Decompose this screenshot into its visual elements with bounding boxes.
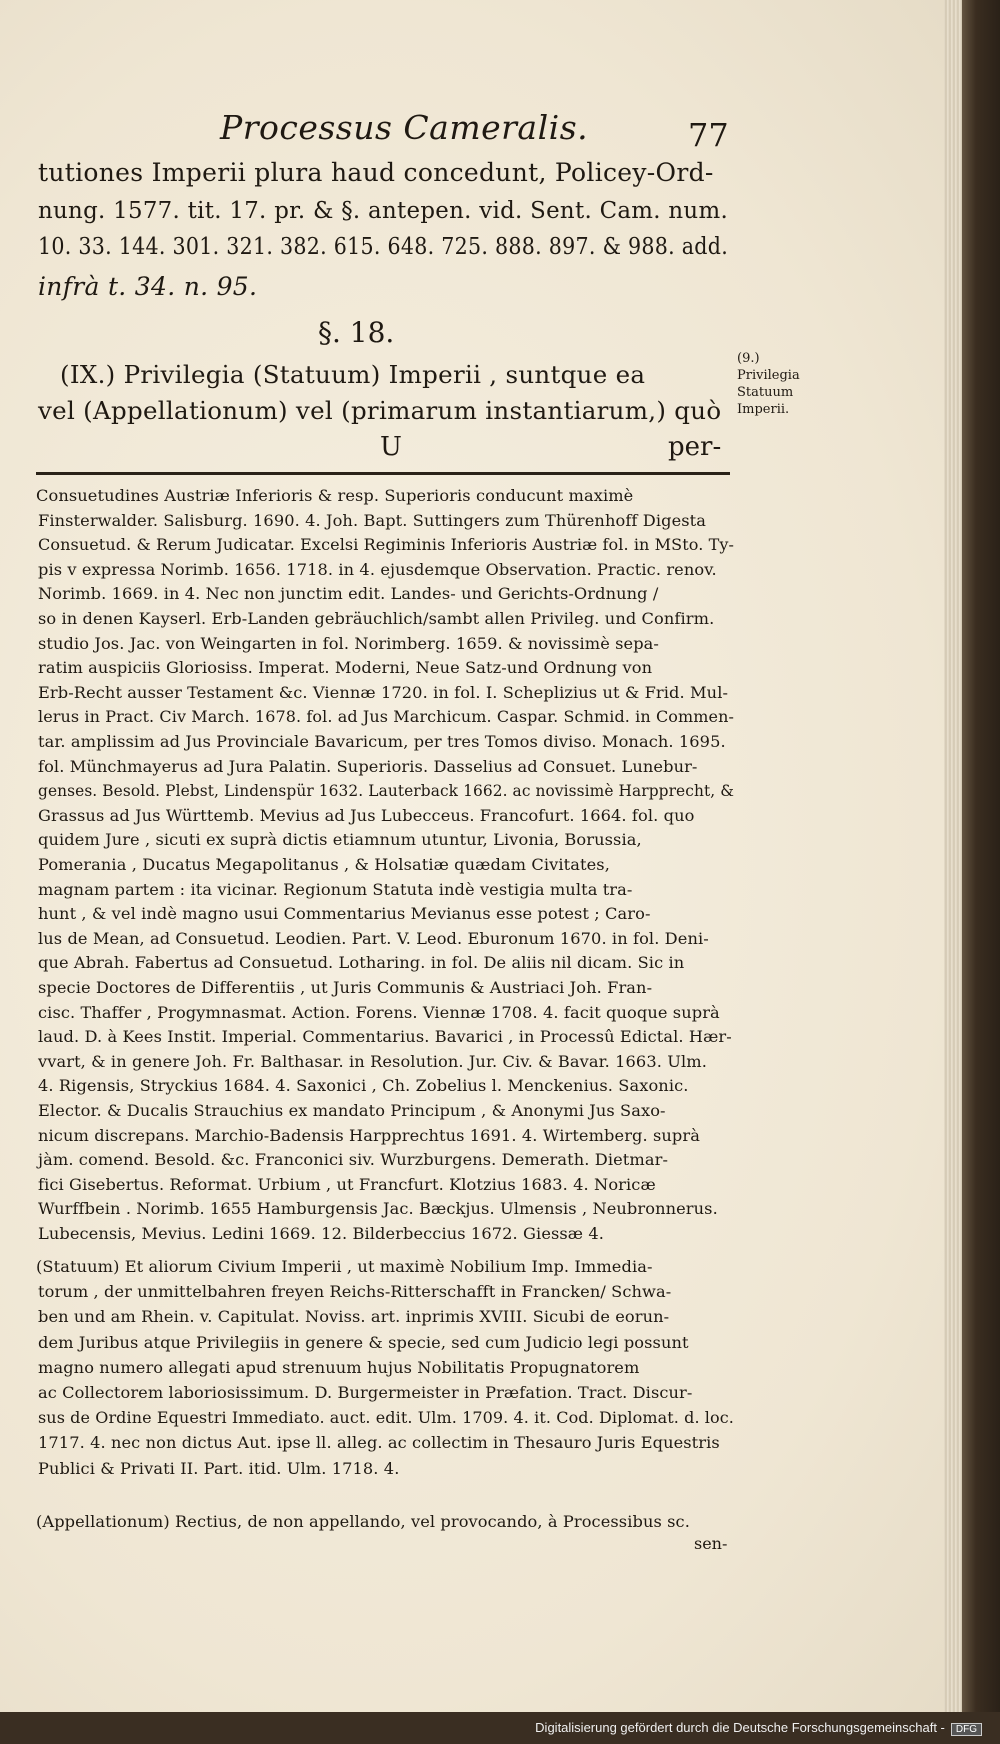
footnote-line: ac Collectorem laboriosissimum. D. Burgermeister in Præfation. Tract. Discur- [38,1383,693,1402]
footnote-line: magnam partem : ita vicinar. Regionum Statuta indè vestigia multa tra- [38,879,633,899]
footnote-line: 1717. 4. nec non dictus Aut. ipse ll. alleg. ac collectim in Thesauro Juris Equestris [38,1433,720,1453]
footnote-line: Publici & Privati II. Part. itid. Ulm. 1718. 4. [38,1458,400,1478]
footnote-line: Elector. & Ducalis Strauchius ex mandato Principum , & Anonymi Jus Saxo- [38,1101,666,1120]
text-line: infrà t. 34. n. 95. [38,272,258,301]
footnote-line: ben und am Rhein. v. Capitulat. Noviss. art. inprimis XVIII. Sicubi de eorun- [38,1307,670,1327]
footnote-line: Pomerania , Ducatus Megapolitanus , & Holsatiæ quædam Civitates, [38,855,610,874]
digitization-footer [0,1712,1000,1744]
footnote-line: laud. D. à Kees Instit. Imperial. Commentarius. Bavarici , in Processû Edictal. Hær- [38,1027,732,1047]
footnote-line: Erb-Recht ausser Testament &c. Viennæ 1720. in fol. I. Scheplizius ut & Frid. Mul- [38,682,729,702]
text-line: vel (Appellationum) vel (primarum instantiarum,) quò [38,396,722,425]
page-number: 77 [688,116,729,154]
footnote-line: fici Gisebertus. Reformat. Urbium , ut Francfurt. Klotzius 1683. 4. Noricæ [38,1174,656,1194]
footnote-line: nicum discrepans. Marchio-Badensis Harpprechtus 1691. 4. Wirtemberg. suprà [38,1125,700,1145]
footnote-line: (Appellationum) Rectius, de non appellando, vel provocando, à Processibus sc. [36,1512,690,1531]
footnote-line: tar. amplissim ad Jus Provinciale Bavaricum, per tres Tomos diviso. Monach. 1695. [38,732,726,751]
book-spine [960,0,1000,1744]
footnote-line: que Abrah. Fabertus ad Consuetud. Lotharing. in fol. De aliis nil dicam. Sic in [38,953,685,973]
signature-mark: U [380,432,402,462]
footnote-line: lus de Mean, ad Consuetud. Leodien. Part. V. Leod. Eburonum 1670. in fol. Deni- [38,928,709,948]
footnote-line: genses. Besold. Plebst, Lindenspür 1632. Lauterback 1662. ac novissimè Harpprecht, & [38,781,734,801]
footnote-line: fol. Münchmayerus ad Jura Palatin. Superioris. Dasselius ad Consuet. Lunebur- [38,756,698,776]
footnote-line: Wurffbein . Norimb. 1655 Hamburgensis Jac. Bæckjus. Ulmensis , Neubronnerus. [38,1199,718,1219]
footnote-line: lerus in Pract. Civ March. 1678. fol. ad Jus Marchicum. Caspar. Schmid. in Commen- [38,707,735,727]
footnote-rule [36,472,730,475]
footnote-line: sus de Ordine Equestri Immediato. auct. edit. Ulm. 1709. 4. it. Cod. Diplomat. d. loc. [38,1408,734,1428]
section-heading: §. 18. [318,316,395,349]
footnote-line: studio Jos. Jac. von Weingarten in fol. Norimberg. 1659. & novissimè sepa- [38,633,659,653]
catchword: sen- [694,1534,728,1553]
running-header: Processus Cameralis. [220,108,589,147]
text-line: nung. 1577. tit. 17. pr. & §. antepen. vid. Sent. Cam. num. [38,196,729,224]
footnote-line: ratim auspiciis Gloriosiss. Imperat. Moderni, Neue Satz-und Ordnung von [38,658,653,678]
footnote-line: Lubecensis, Mevius. Ledini 1669. 12. Bilderbeccius 1672. Giessæ 4. [38,1224,605,1243]
footnote-line: Consuetud. & Rerum Judicatar. Excelsi Regiminis Inferioris Austriæ fol. in MSto. Ty- [38,535,735,555]
footnote-line: (Statuum) Et aliorum Civium Imperii , ut maximè Nobilium Imp. Immedia- [36,1257,653,1276]
footnote-line: Norimb. 1669. in 4. Nec non junctim edit. Landes- und Gerichts-Ordnung / [38,584,659,604]
text-line: (IX.) Privilegia (Statuum) Imperii , suntque ea [60,360,646,389]
footnote-line: Grassus ad Jus Württemb. Mevius ad Jus Lubecceus. Francofurt. 1664. fol. quo [38,805,695,825]
footer-text: Digitalisierung gefördert durch die Deutsche Forschungsgemeinschaft - [535,1720,945,1735]
footer-credit [535,1720,982,1736]
footnote-line: hunt , & vel indè magno usui Commentarius Mevianus esse potest ; Caro- [38,904,651,924]
footnote-line: 4. Rigensis, Stryckius 1684. 4. Saxonici , Ch. Zobelius l. Menckenius. Saxonic. [38,1076,689,1096]
footnote-line: jàm. comend. Besold. &c. Franconici siv. Wurzburgens. Demerath. Dietmar- [38,1150,669,1170]
footnote-line: specie Doctores de Differentiis , ut Juris Communis & Austriaci Joh. Fran- [38,978,653,997]
footnote-line: so in denen Kayserl. Erb-Landen gebräuchlich/sambt allen Privileg. und Confirm. [38,609,715,628]
text-line: tutiones Imperii plura haud concedunt, Policey-Ord- [38,158,714,187]
footnote-line: Consuetudines Austriæ Inferioris & resp. Superioris conducunt maximè [36,486,634,505]
footnote-line: vvart, & in genere Joh. Fr. Balthasar. in Resolution. Jur. Civ. & Bavar. 1663. Ulm. [38,1051,707,1071]
dfg-logo-icon: DFG [951,1723,982,1736]
footnote-line: dem Juribus atque Privilegiis in genere & specie, sed cum Judicio legi possunt [38,1332,689,1352]
catchword: per- [668,432,722,462]
footnote-line: cisc. Thaffer , Progymnasmat. Action. Forens. Viennæ 1708. 4. facit quoque suprà [38,1002,720,1022]
margin-note: (9.) Privilegia Statuum Imperii. [737,351,800,417]
text-line: 10. 33. 144. 301. 321. 382. 615. 648. 725. 888. 897. & 988. add. [38,234,729,260]
footnote-line: quidem Jure , sicuti ex suprà dictis etiamnum utuntur, Livonia, Borussia, [38,830,642,850]
footnote-line: Finsterwalder. Salisburg. 1690. 4. Joh. Bapt. Suttingers zum Thürenhoff Digesta [38,510,707,530]
footnote-line: pis v expressa Norimb. 1656. 1718. in 4. ejusdemque Observation. Practic. renov. [38,559,717,579]
footnote-line: magno numero allegati apud strenuum hujus Nobilitatis Propugnatorem [38,1357,640,1377]
footnote-line: torum , der unmittelbahren freyen Reichs-Ritterschafft in Francken/ Schwa- [38,1282,672,1302]
